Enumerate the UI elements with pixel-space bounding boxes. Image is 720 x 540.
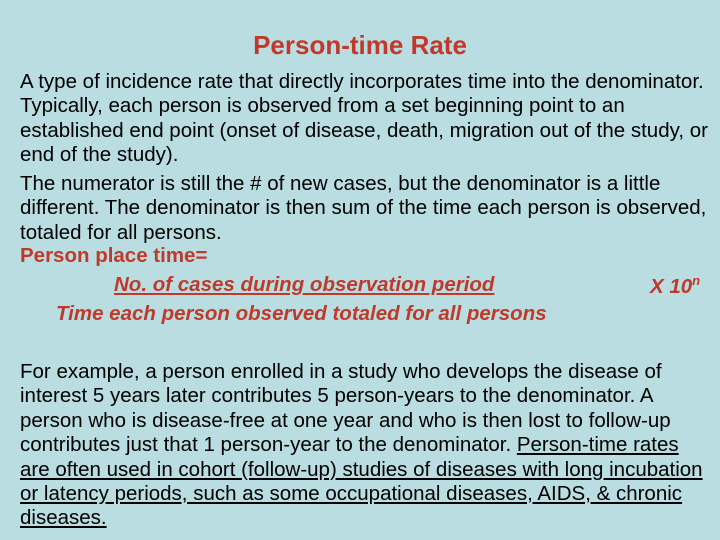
formula-multiplier bbox=[650, 273, 700, 299]
numerator-paragraph: The numerator is still the # of new cases, but the denominator is a little different. The denominator is then sum of the time each person is observed, totaled for all persons. bbox=[20, 172, 707, 244]
formula-numerator: No. of cases during observation period bbox=[114, 273, 495, 296]
multiplier-base: X 10 bbox=[650, 274, 693, 298]
intro-paragraph: A type of incidence rate that directly incorporates time into the denominator. Typically, each person is observed from a set beginning point to an established end point (onset of disease, death, migration out of the study, or end of the study). bbox=[20, 70, 708, 167]
example-text: For example, a person enrolled in a study who develops the disease of interest 5 years later contributes 5 person-years to the denominator. A person who is disease-free at one year and who is then lost to follow-up contributes just that 1 person-year to the denominator. bbox=[20, 360, 671, 457]
example-paragraph bbox=[20, 360, 710, 531]
formula-label: Person place time= bbox=[20, 244, 208, 267]
formula-denominator: Time each person observed totaled for all persons bbox=[56, 302, 547, 325]
example-underlined-text: Person-time rates are often used in cohort (follow-up) studies of diseases with long incubation or latency periods, such as some occupational diseases, AIDS, & chronic diseases. bbox=[20, 433, 703, 530]
slide-title: Person-time Rate bbox=[253, 30, 467, 60]
multiplier-exponent: n bbox=[692, 273, 701, 288]
